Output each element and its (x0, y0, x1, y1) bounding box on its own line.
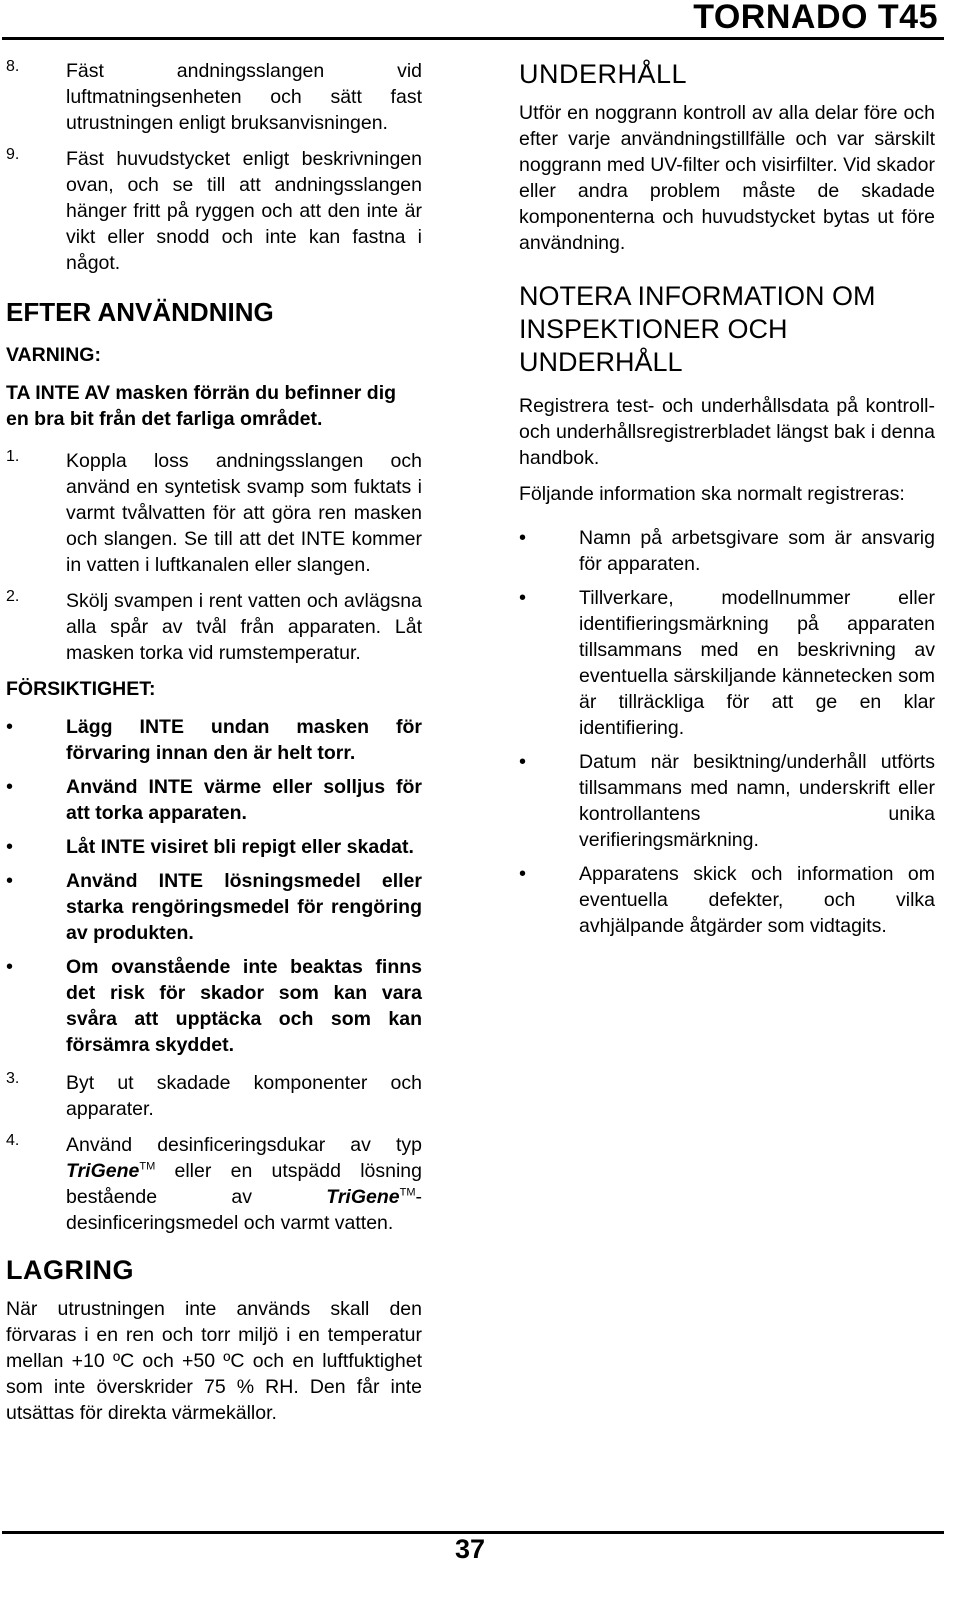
caution-text: Använd INTE värme eller solljus för att torka apparaten. (66, 776, 422, 824)
step-number: 8. (6, 58, 20, 75)
step-number: 4. (6, 1132, 20, 1149)
underhall-heading: UNDERHÅLL (519, 59, 688, 89)
list-item (6, 868, 422, 946)
brand-title: TORNADO T45 (693, 0, 938, 36)
step-text (66, 1132, 422, 1236)
step-1 (6, 448, 422, 578)
caution-text: Låt INTE visiret bli repigt eller skadat. (66, 836, 414, 858)
list-item (6, 954, 422, 1058)
step-number: 2. (6, 588, 20, 605)
bullet-icon: • (6, 836, 14, 858)
step4-text-post: -desinficeringsmedel och varmt vatten. (66, 1186, 422, 1234)
lagring-text: När utrustningen inte används skall den förvaras i en ren och torr miljö i en temperatur mellan +10 ºC och +50 ºC och en luftfuktighet som inte överskrider 75 % RH. Den får inte utsättas för direkta värmekällor. (6, 1298, 422, 1424)
info-text: Datum när besiktning/underhåll utförts tillsammans med namn, underskrift eller kontrollantens unika verifieringsmärkning. (579, 751, 935, 851)
step4-text-pre: Använd desinficeringsdukar av typ (66, 1134, 422, 1156)
notera-heading: NOTERA INFORMATION OM INSPEKTIONER OCH UNDERHÅLL (519, 281, 876, 377)
caution-list (6, 714, 422, 1058)
step-text: Fäst andningsslangen vid luftmatningsenheten och sätt fast utrustningen enligt bruksanvisningen. (66, 60, 422, 134)
step-2 (6, 588, 422, 666)
list-item (519, 585, 935, 741)
step-8 (6, 58, 422, 136)
step-9 (6, 146, 422, 276)
header-rule (2, 37, 944, 40)
list-item (519, 525, 935, 577)
bullet-icon: • (519, 751, 527, 773)
bullet-icon: • (6, 716, 14, 738)
step-4 (6, 1132, 422, 1236)
trademark-mark: TM (139, 1160, 156, 1173)
bullet-icon: • (519, 527, 527, 549)
list-item (519, 749, 935, 853)
step-text: Skölj svampen i rent vatten och avlägsna alla spår av tvål från apparaten. Låt masken torka vid rumstemperatur. (66, 590, 422, 664)
list-item (6, 714, 422, 766)
underhall-text: Utför en noggrann kontroll av alla delar före och efter varje användningstillfälle och var särskilt noggrann med UV-filter och visirfilter. Vid skador eller andra problem måste de skadade komponenterna och huvudstycket bytas ut före användning. (519, 102, 935, 254)
list-item (519, 861, 935, 939)
bullet-icon: • (519, 863, 527, 885)
caution-text: Använd INTE lösningsmedel eller starka rengöringsmedel för rengöring av produkten. (66, 870, 422, 944)
step-text: Fäst huvudstycket enligt beskrivningen ovan, och se till att andningsslangen hänger fritt på ryggen och att den inte är vikt eller snodd och inte kan fastna i något. (66, 148, 422, 274)
bullet-icon: • (6, 776, 14, 798)
page-number: 37 (454, 1534, 486, 1564)
info-list (519, 525, 935, 939)
bullet-icon: • (6, 870, 14, 892)
varning-label: VARNING: (6, 344, 101, 366)
info-text: Tillverkare, modellnummer eller identifieringsmärkning på apparaten tillsammans med en beskrivning av eventuella särskiljande kännetecken som är tillräckliga för att ge en klar identifiering. (579, 587, 935, 739)
step-text: Byt ut skadade komponenter och apparater. (66, 1072, 422, 1120)
step-text: Koppla loss andningsslangen och använd en syntetisk svamp som fuktats i varmt tvålvatten för att göra ren masken och slangen. Se till att det INTE kommer in vatten i luftkanalen eller slangen. (66, 450, 422, 576)
bullet-icon: • (519, 587, 527, 609)
step-3 (6, 1070, 422, 1122)
trigene-brand: TriGene (66, 1160, 140, 1182)
step4-text-mid: eller en utspädd lösning bestående av (66, 1160, 422, 1208)
left-column (6, 58, 422, 1426)
lagring-heading: LAGRING (6, 1255, 134, 1285)
efter-anvandning-heading: EFTER ANVÄNDNING (6, 297, 274, 327)
info-text: Apparatens skick och information om eventuella defekter, och vilka avhjälpande åtgärder som vidtagits. (579, 863, 935, 937)
forsiktighet-label: FÖRSIKTIGHET: (6, 678, 156, 700)
varning-text: TA INTE AV masken förrän du befinner dig en bra bit från det farliga området. (6, 382, 397, 430)
registrera-text: Registrera test- och underhållsdata på kontroll- och underhållsregistrerbladet längst bak i denna handbok. (519, 395, 935, 469)
step-number: 9. (6, 146, 20, 163)
info-text: Namn på arbetsgivare som är ansvarig för apparaten. (579, 527, 935, 575)
caution-text: Om ovanstående inte beaktas finns det risk för skador som kan vara svåra att upptäcka och som kan försämra skyddet. (66, 956, 422, 1056)
trademark-mark: TM (399, 1186, 416, 1199)
caution-text: Lägg INTE undan masken för förvaring innan den är helt torr. (66, 716, 422, 764)
foljande-text: Följande information ska normalt registreras: (519, 483, 905, 505)
list-item (6, 834, 422, 860)
trigene-brand: TriGene (326, 1186, 400, 1208)
step-number: 3. (6, 1070, 20, 1087)
right-column (519, 58, 935, 951)
step-number: 1. (6, 448, 20, 465)
bullet-icon: • (6, 956, 14, 978)
list-item (6, 774, 422, 826)
